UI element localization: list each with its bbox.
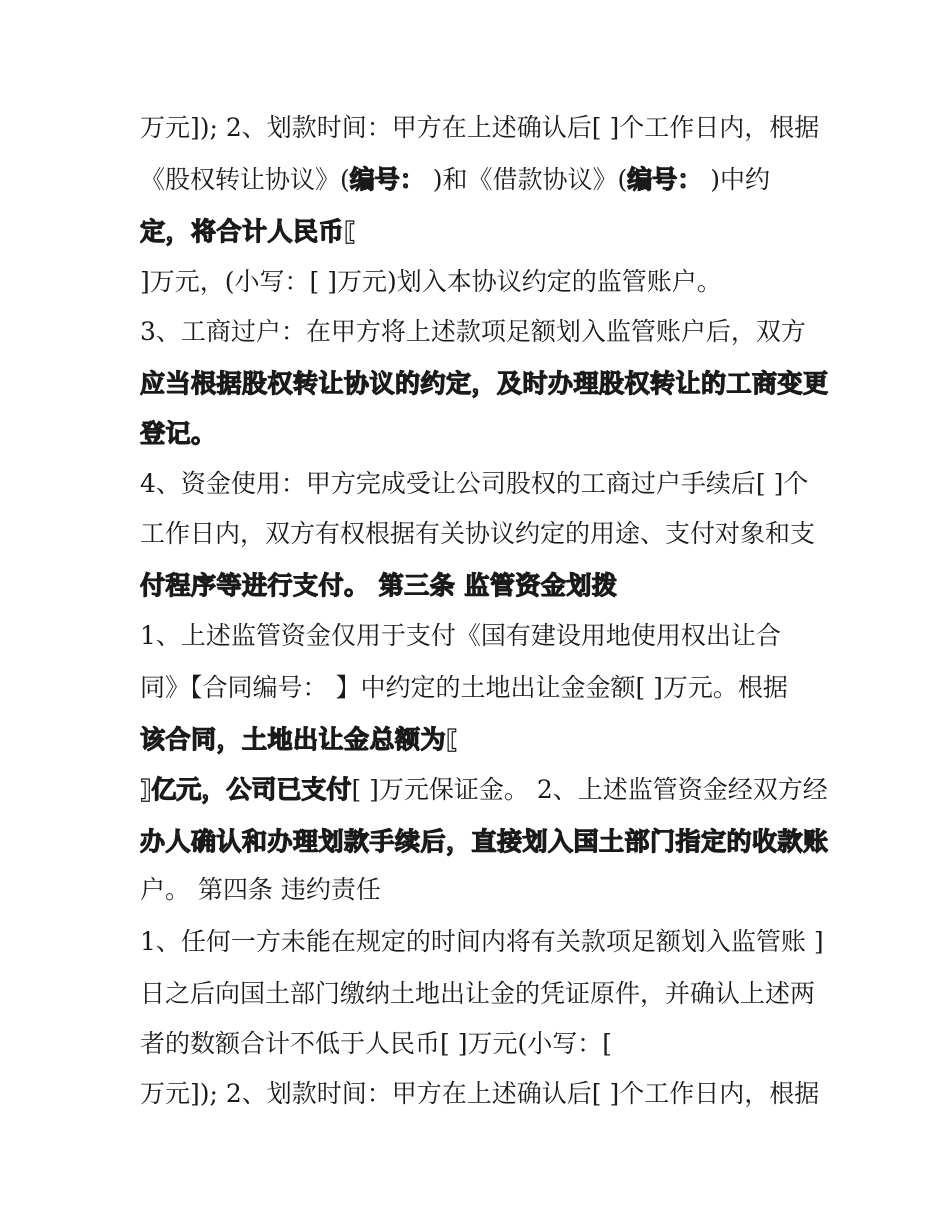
text-line: 1、任何一方未能在规定的时间内将有关款项足额划入监管账 ] [140, 927, 824, 956]
text-segment: )中约 [702, 165, 770, 194]
text-line: 户。 第四条 违约责任 [140, 875, 381, 904]
text-line: ]万元，(小写：[ ]万元)划入本协议约定的监管账户。 [140, 267, 722, 296]
text-segment: ]亿元，公司已支付 [140, 775, 352, 804]
text-line: 应当根据股权转让协议的约定，及时办理股权转让的工商变更 [140, 369, 829, 398]
text-line: 付程序等进行支付。 第三条 监管资金划拨 [140, 571, 618, 600]
text-segment: 《股权转让协议》( [140, 165, 350, 194]
text-segment: [ ]万元保证金。 2、上述监管资金经双方经 [351, 775, 828, 804]
text-line: 万元]); 2、划款时间：甲方在上述确认后[ ]个工作日内，根据 [140, 113, 820, 142]
text-line: 办人确认和办理划款手续后，直接划入国土部门指定的收款账 [140, 827, 829, 856]
text-segment: )和《借款协议》( [424, 165, 628, 194]
text-line: 1、上述监管资金仅用于支付《国有建设用地使用权出让合 [140, 621, 781, 650]
text-line: 万元]); 2、划款时间：甲方在上述确认后[ ]个工作日内，根据 [140, 1079, 820, 1108]
text-line: 登记。 [140, 419, 217, 448]
text-line [140, 770, 830, 810]
text-line: 同》【合同编号： 】中约定的土地出让金金额[ ]万元。根据 [140, 673, 788, 702]
text-line: 工作日内，双方有权根据有关协议约定的用途、支付对象和支 [140, 519, 816, 548]
text-line: 者的数额合计不低于人民币[ ]万元(小写：[ [140, 1029, 612, 1058]
text-line: 定，将合计人民币[ [140, 217, 356, 246]
text-line [140, 160, 830, 200]
text-line: 该合同，土地出让金总额为[ [140, 725, 458, 754]
text-line: 4、资金使用：甲方完成受让公司股权的工商过户手续后[ ]个 [140, 469, 809, 498]
text-segment: 编号： [627, 165, 703, 194]
text-line: 3、工商过户：在甲方将上述款项足额划入监管账户后，双方 [140, 317, 806, 346]
text-line: 日之后向国土部门缴纳土地出让金的凭证原件，并确认上述两 [140, 979, 816, 1008]
text-segment: 编号： [349, 165, 425, 194]
